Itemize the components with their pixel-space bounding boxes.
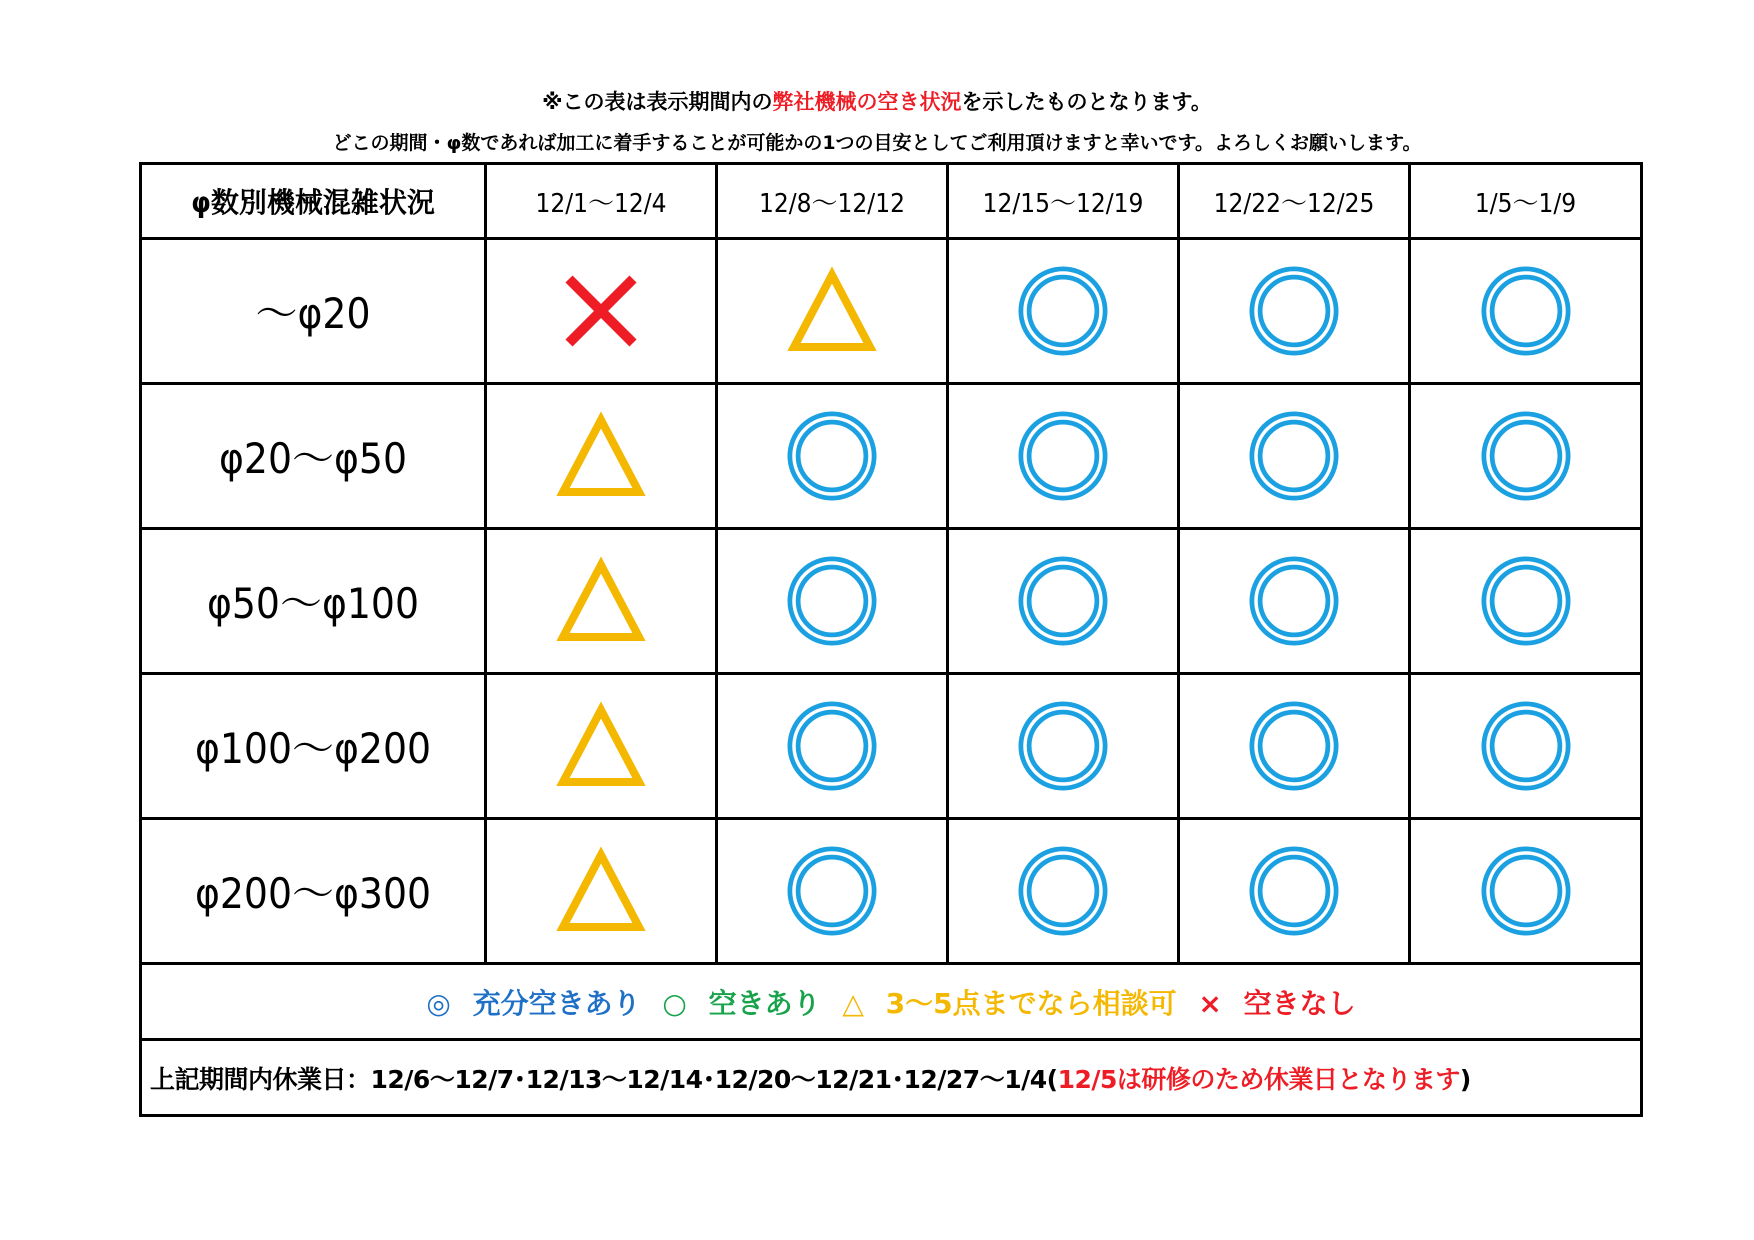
double-circle-icon (1478, 553, 1574, 649)
legend (141, 964, 1642, 1040)
availability-cell (1179, 529, 1410, 674)
double-circle-icon (784, 553, 880, 649)
availability-cell (717, 384, 948, 529)
period-header: 12/22～12/25 (1179, 164, 1410, 239)
double-circle-icon (1246, 698, 1342, 794)
legend-cross-text: 空きなし (1243, 986, 1356, 1020)
double-circle-icon (1015, 263, 1111, 359)
double-circle-icon (784, 843, 880, 939)
availability-cell (1179, 819, 1410, 964)
double-circle-icon (1246, 553, 1342, 649)
holiday-label: 上記期間内休業日 (150, 1064, 347, 1094)
availability-cell (717, 674, 948, 819)
legend-row (141, 964, 1642, 1040)
double-circle-icon (1015, 408, 1111, 504)
legend-triangle-text: 3～5点までなら相談可 (885, 986, 1177, 1020)
period-header: 1/5～1/9 (1410, 164, 1642, 239)
availability-cell (1410, 239, 1642, 384)
triangle-icon (553, 843, 649, 939)
availability-cell (948, 819, 1179, 964)
availability-cell (1410, 674, 1642, 819)
double-circle-icon (1015, 843, 1111, 939)
availability-cell (717, 239, 948, 384)
double-circle-icon (1015, 698, 1111, 794)
size-row (141, 384, 1642, 529)
size-range-label: φ100～φ200 (141, 674, 486, 819)
holiday-close: ) (1459, 1064, 1471, 1094)
availability-cell (948, 239, 1179, 384)
double-circle-icon (1246, 843, 1342, 939)
availability-cell (486, 384, 717, 529)
availability-cell (1179, 674, 1410, 819)
period-header: 12/15～12/19 (948, 164, 1179, 239)
period-header: 12/8～12/12 (717, 164, 948, 239)
holiday-row (141, 1040, 1642, 1116)
availability-cell (486, 819, 717, 964)
triangle-icon (784, 263, 880, 359)
header-row (141, 164, 1642, 239)
availability-cell (486, 239, 717, 384)
triangle-icon (553, 408, 649, 504)
notice-line-1-suffix: を示したものとなります。 (961, 90, 1212, 114)
double-circle-icon (784, 698, 880, 794)
notice-line-2: どこの期間・φ数であれば加工に着手することが可能かの1つの目安としてご利用頂けますと幸いです。よろしくお願いします。 (332, 132, 1422, 154)
holiday-note: 12/5は研修のため休業日となります (1057, 1064, 1460, 1094)
notice-line-1-prefix: ※この表は表示期間内の (542, 90, 773, 114)
size-row (141, 819, 1642, 964)
size-row (141, 529, 1642, 674)
triangle-icon (553, 553, 649, 649)
size-range-label: φ20～φ50 (141, 384, 486, 529)
availability-cell (486, 674, 717, 819)
availability-cell (948, 674, 1179, 819)
double-circle-legend-icon: ◎ (426, 986, 451, 1020)
corner-label: φ数別機械混雑状況 (141, 164, 486, 239)
triangle-legend-icon: △ (842, 986, 864, 1020)
availability-cell (717, 819, 948, 964)
cross-legend-icon: × (1198, 986, 1222, 1020)
size-row (141, 674, 1642, 819)
double-circle-icon (1015, 553, 1111, 649)
legend-double-circle-text: 充分空きあり (472, 986, 641, 1020)
availability-cell (1410, 529, 1642, 674)
double-circle-icon (1478, 263, 1574, 359)
holiday-dates: ：12/6～12/7･12/13～12/14･12/20～12/21･12/27～1/4( (346, 1064, 1058, 1094)
availability-cell (1179, 239, 1410, 384)
double-circle-icon (1246, 263, 1342, 359)
triangle-icon (553, 698, 649, 794)
size-row (141, 239, 1642, 384)
size-range-label: φ50～φ100 (141, 529, 486, 674)
size-range-label: ～φ20 (141, 239, 486, 384)
availability-cell (1410, 384, 1642, 529)
availability-cell (717, 529, 948, 674)
holidays (141, 1040, 1642, 1116)
notice-line-1-highlight: 弊社機械の空き状況 (772, 90, 962, 114)
legend-circle-text: 空きあり (708, 986, 821, 1020)
availability-cell (1179, 384, 1410, 529)
double-circle-icon (1246, 408, 1342, 504)
availability-cell (948, 384, 1179, 529)
machine-availability-table (139, 162, 1643, 1117)
double-circle-icon (1478, 698, 1574, 794)
period-header: 12/1～12/4 (486, 164, 717, 239)
circle-legend-icon: ○ (662, 986, 687, 1020)
double-circle-icon (1478, 408, 1574, 504)
availability-cell (948, 529, 1179, 674)
double-circle-icon (1478, 843, 1574, 939)
double-circle-icon (784, 408, 880, 504)
size-range-label: φ200～φ300 (141, 819, 486, 964)
cross-icon (553, 263, 649, 359)
availability-cell (1410, 819, 1642, 964)
notice-line-1 (0, 86, 1754, 116)
availability-cell (486, 529, 717, 674)
